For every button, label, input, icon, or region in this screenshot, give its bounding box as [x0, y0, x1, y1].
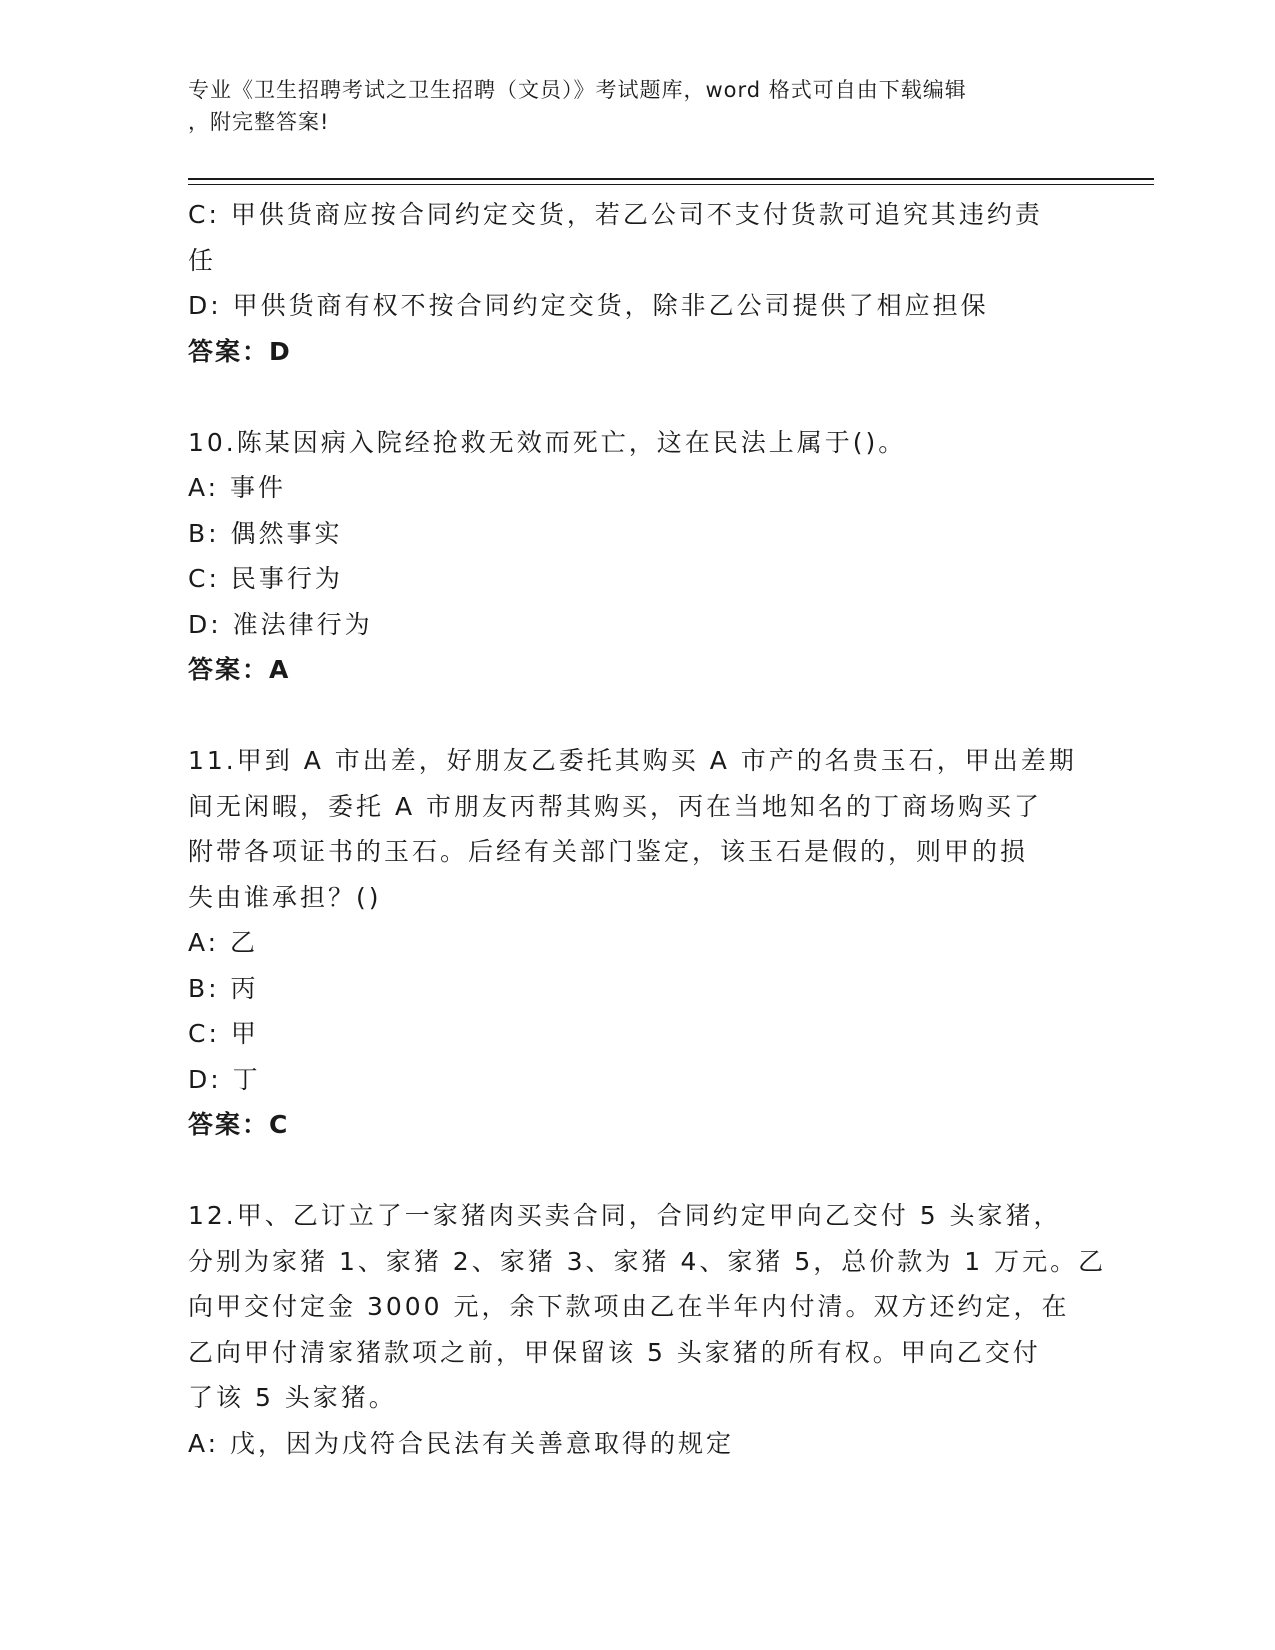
answer-label: 答案：C — [188, 1110, 290, 1139]
option-d: D: 丁 — [188, 1064, 261, 1094]
question-list — [188, 192, 1107, 1466]
header-divider-thick — [188, 178, 1154, 180]
question-stem-line-1: 12.甲、乙订立了一家猪肉买卖合同，合同约定甲向乙交付 5 头家猪， — [188, 1201, 1062, 1230]
question-stem-line-2: 分别为家猪 1、家猪 2、家猪 3、家猪 4、家猪 5，总价款为 1 万元。乙 — [188, 1246, 1107, 1276]
header-title-line-2: ，附完整答案! — [188, 110, 330, 134]
option-c: C: 民事行为 — [188, 564, 343, 593]
option-b: B: 偶然事实 — [188, 518, 343, 548]
question-stem-line-2: 间无闲暇，委托 A 市朋友丙帮其购买，丙在当地知名的丁商场购买了 — [188, 791, 1042, 821]
option-d: D: 准法律行为 — [188, 609, 373, 639]
header-title-line-1: 专业《卫生招聘考试之卫生招聘（文员）》考试题库，word 格式可自由下载编辑 — [188, 78, 967, 102]
question-stem-line-3: 附带各项证书的玉石。后经有关部门鉴定，该玉石是假的，则甲的损 — [188, 837, 1029, 866]
spacer — [188, 693, 1088, 739]
question-stem-line-4: 失由谁承担？() — [188, 882, 382, 912]
header-divider-thin — [188, 184, 1154, 185]
option-c-line-2: 任 — [188, 245, 217, 275]
question-stem-line-4: 乙向甲付清家猪款项之前，甲保留该 5 头家猪的所有权。甲向乙交付 — [188, 1337, 1041, 1367]
option-a: A: 戊，因为戊符合民法有关善意取得的规定 — [188, 1428, 735, 1458]
option-a: A: 事件 — [188, 473, 287, 502]
question-block-previous — [188, 192, 1088, 374]
question-block-12 — [188, 1193, 1107, 1466]
answer-label: 答案：A — [188, 655, 291, 684]
spacer — [188, 374, 1088, 420]
question-stem: 10.陈某因病入院经抢救无效而死亡，这在民法上属于()。 — [188, 427, 907, 457]
question-block-11 — [188, 738, 1088, 1148]
question-stem-line-1: 11.甲到 A 市出差，好朋友乙委托其购买 A 市产的名贵玉石，甲出差期 — [188, 746, 1077, 775]
answer-label: 答案：D — [188, 336, 292, 366]
question-stem-line-3: 向甲交付定金 3000 元，余下款项由乙在半年内付清。双方还约定，在 — [188, 1292, 1070, 1321]
question-stem-line-5: 了该 5 头家猪。 — [188, 1383, 397, 1412]
spacer — [188, 1148, 1088, 1194]
question-block-10 — [188, 420, 1088, 693]
option-b: B: 丙 — [188, 973, 259, 1003]
option-c-line-1: C: 甲供货商应按合同约定交货，若乙公司不支付货款可追究其违约责 — [188, 200, 1043, 229]
option-d: D: 甲供货商有权不按合同约定交货，除非乙公司提供了相应担保 — [188, 291, 989, 320]
option-a: A: 乙 — [188, 928, 259, 957]
option-c: C: 甲 — [188, 1019, 259, 1048]
document-header — [188, 74, 1068, 138]
